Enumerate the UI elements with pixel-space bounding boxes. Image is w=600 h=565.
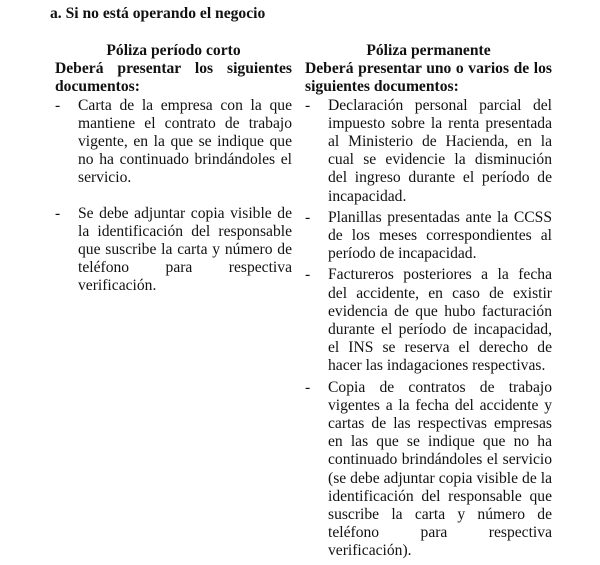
section-heading: a. Si no está operando el negocio — [50, 5, 266, 22]
list-item — [305, 266, 552, 375]
short-term-policy-intro: Deberá presentar los siguientes documentos: — [55, 60, 292, 96]
list-item-text: Planillas presentadas ante la CCSS de los meses correspondientes al período de incapacidad. — [328, 208, 552, 263]
bullet-dash: - — [305, 208, 311, 226]
short-term-policy-title: Póliza período corto — [106, 42, 241, 59]
list-item-text: Se debe adjuntar copia visible de la identificación del responsable que suscribe la carta y número de teléfono para respectiva verificación. — [78, 204, 292, 295]
bullet-dash: - — [55, 96, 61, 114]
bullet-dash: - — [305, 266, 311, 284]
list-item — [305, 209, 552, 264]
list-item-text: Carta de la empresa con la que mantiene el contrato de trabajo vigente, en la que se indique que no ha continuado brindándoles el servicio. — [78, 96, 292, 187]
bullet-dash: - — [305, 96, 311, 114]
list-item — [305, 379, 552, 561]
permanent-requirements-list — [305, 97, 552, 561]
list-item — [55, 205, 292, 296]
bullet-dash: - — [55, 204, 61, 222]
permanent-policy-title: Póliza permanente — [366, 42, 491, 59]
permanent-policy-column — [305, 42, 552, 561]
list-item-text: Factureros posteriores a la fecha del accidente, en caso de existir evidencia de que hubo facturación durante el período de incapacidad, el INS se reserva el derecho de hacer las indagaciones respectivas. — [328, 266, 552, 375]
short-term-requirements-list — [55, 97, 292, 296]
list-item-text: Copia de contratos de trabajo vigentes a la fecha del accidente y cartas de las respectivas empresas en las que se indique que no ha continuado brindándoles el servicio (se debe adjuntar copia visible de la identificación del responsable que suscribe la carta y número de teléfono para respectiva verificación). — [328, 378, 552, 560]
permanent-policy-intro: Deberá presentar uno o varios de los siguientes documentos: — [305, 60, 552, 96]
short-term-policy-column — [55, 42, 292, 296]
bullet-dash: - — [305, 378, 311, 396]
list-item-text: Declaración personal parcial del impuesto sobre la renta presentada al Ministerio de Hacienda, en la cual se evidencie la disminución del ingreso durante el período de incapacidad. — [328, 96, 552, 205]
list-item — [55, 97, 292, 188]
list-item — [305, 97, 552, 206]
